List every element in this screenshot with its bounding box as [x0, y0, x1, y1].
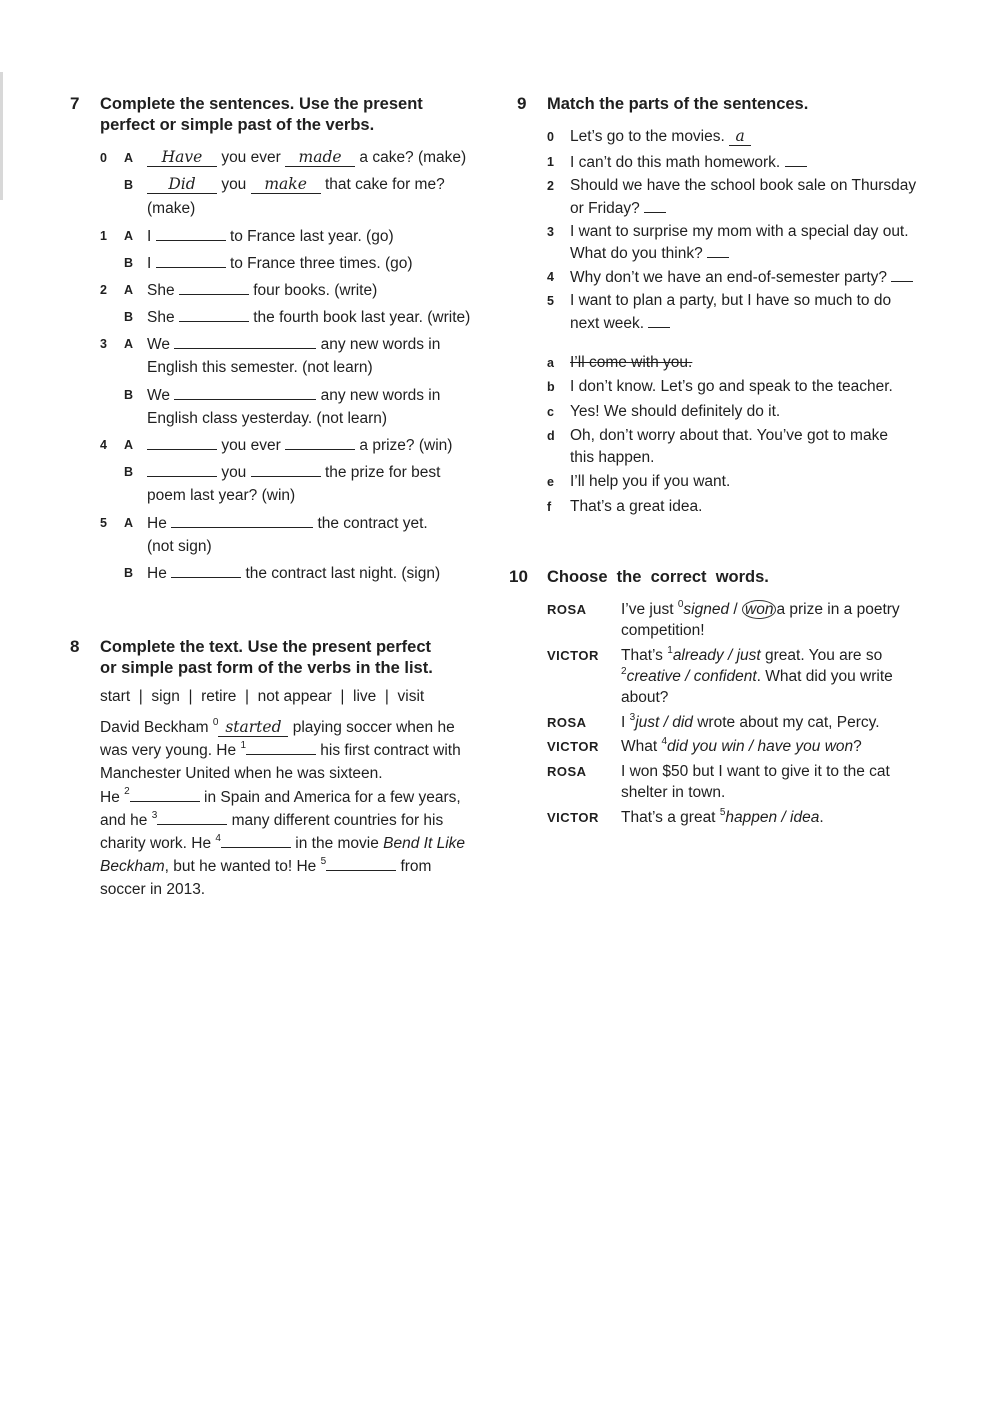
exercise-title: Complete the sentences. Use the present perfect or simple past of the verbs.: [100, 95, 423, 134]
answer-blank[interactable]: [648, 312, 670, 328]
exercise-title: Complete the text. Use the present perfect or simple past form of the verbs in the list.: [100, 638, 433, 677]
answer-blank[interactable]: [891, 266, 913, 282]
answer-blank[interactable]: [221, 832, 291, 848]
exercise-8: [70, 637, 500, 902]
exercise-number: 7: [70, 94, 80, 113]
exercise-number: 9: [517, 94, 527, 113]
exercise-title: Choose the correct words.: [547, 568, 769, 586]
answer-blank[interactable]: [174, 333, 316, 349]
answer-blank[interactable]: [785, 151, 807, 167]
answer-blank[interactable]: [171, 562, 241, 578]
answer-blank[interactable]: [179, 279, 249, 295]
answer-blank[interactable]: [707, 242, 729, 258]
answer-blank[interactable]: [147, 434, 217, 450]
answer-filled: a: [729, 129, 751, 146]
answer-blank[interactable]: [171, 512, 313, 528]
answer-filled: make: [251, 177, 321, 194]
answer-blank[interactable]: [179, 306, 249, 322]
answer-blank[interactable]: [147, 461, 217, 477]
exercise-7: 7 Complete the sentences. Use the present perfect or simple past of the verbs. 0 A Have you ever made a cake? (make) B Did you make that cake for me? (make) 1 A I to France last year. (go) B I to France three times. (go) 2 A She four books. (write) B She the fourth book last year. (write) 3 A We any new words in English this semester. (not learn) B We any new words in English class yesterday. (not learn) 4 A you ever a prize? (win) B you the prize for best poem last year? (win) 5 A He the contract yet. (not sign) B He the contract last night. (sign): [100, 94, 500, 136]
answer-filled: Have: [147, 150, 217, 167]
page-edge-mark: [0, 72, 3, 200]
exercise-number: 10: [509, 567, 528, 586]
text-passage: David Beckham $^0$ started playing soccer when he was very young. He $^1$ his first contract with Manchester United when he was sixteen. He $^2$ in Spain and America for a few years, and he $^3$ many different countries for his charity work. He $^4$ in the movie Bend It Like Beckham, but he wanted to! He $^5$ from soccer in 2013.: [100, 716, 466, 899]
answer-blank[interactable]: [251, 461, 321, 477]
answer-blank[interactable]: [130, 786, 200, 802]
answer-blank[interactable]: [174, 384, 316, 400]
answer-blank[interactable]: [246, 739, 316, 755]
circled-answer: won: [742, 600, 776, 619]
exercise-number: 8: [70, 637, 80, 656]
answer-blank[interactable]: [157, 809, 227, 825]
answer-blank[interactable]: [156, 225, 226, 241]
answer-filled: made: [285, 150, 355, 167]
answer-blank[interactable]: [644, 197, 666, 213]
exercise-title: Match the parts of the sentences.: [547, 95, 809, 113]
answer-blank[interactable]: [326, 855, 396, 871]
exercise-9: 9 Match the parts of the sentences. 0 Let’s go to the movies. a 1 I can’t do this math homework. 2 Should we have the school book sale on Thursday or Friday? 3 I want to surprise my mom with a special day out. What do you think? 4 Why don’t we have an end-of-semester party? 5 I want to plan a party, but I have so much to do next week. a I’ll come with you. b I don’t know. Let’s go and speak to the teacher. c Yes! We should definitely do it. d Oh, don’t worry about that. You’ve got to make this happen. e I’ll help you if you want. f That’s a great idea.: [547, 94, 947, 115]
answer-filled: Did: [147, 177, 217, 194]
answer-filled: started: [218, 720, 288, 737]
answer-blank[interactable]: [285, 434, 355, 450]
word-list: start | sign | retire | not appear | live | visit: [100, 688, 425, 705]
answer-blank[interactable]: [156, 252, 226, 268]
exercise-10: 10 Choose the correct words. ROSA I’ve just $^0$signed / won a prize in a poetry competition! VICTOR That’s $^1$already / just great. You are so $^2$creative / confident. What did you write about? ROSA I $^3$just / did wrote about my cat, Percy. VICTOR What $^4$did you win / have you won? ROSA I won $50 but I want to give it to the cat shelter in town. VICTOR That’s a great $^5$happen / idea.: [547, 567, 967, 588]
